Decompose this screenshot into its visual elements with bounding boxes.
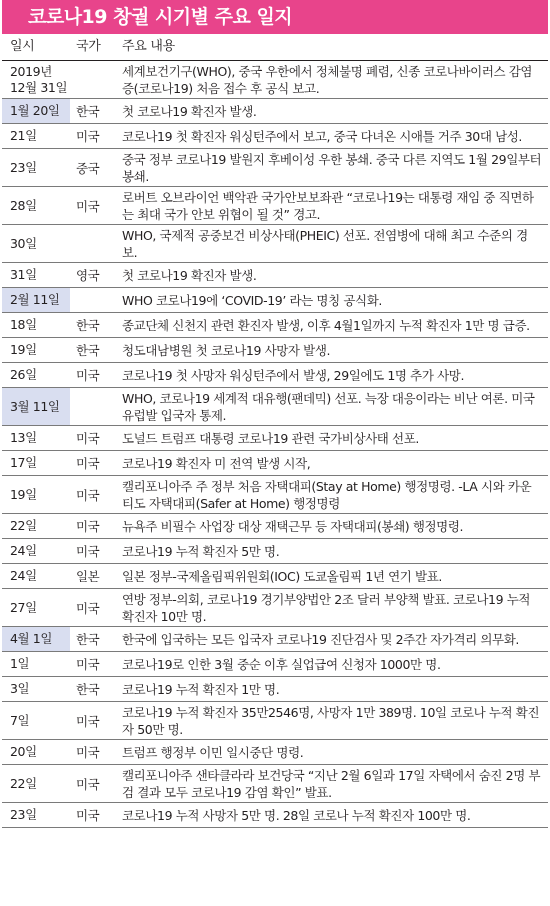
table-row xyxy=(2,263,548,288)
content-cell: 캘리포니아주 샌타클라라 보건당국 “지난 2월 6일과 17일 자택에서 숨진 2명 부검 결과 모두 코로나19 감염 확인” 발표. xyxy=(122,767,541,800)
content-cell: 청도대남병원 첫 코로나19 사망자 발생. xyxy=(122,342,331,358)
date-cell: 18일 xyxy=(10,317,37,332)
content-cell: 도널드 트럼프 대통령 코로나19 관련 국가비상사태 선포. xyxy=(122,430,419,446)
content-cell: WHO, 국제적 공중보건 비상사태(PHEIC) 선포. 전염병에 대해 최고 수준의 경보. xyxy=(122,227,528,260)
country-cell: 미국 xyxy=(76,431,100,446)
table-row xyxy=(2,313,548,338)
date-cell: 22일 xyxy=(10,518,37,533)
country-cell: 미국 xyxy=(76,657,100,672)
country-cell: 한국 xyxy=(76,682,100,697)
table-row xyxy=(2,124,548,149)
table-row xyxy=(2,426,548,451)
content-cell: 코로나19 누적 확진자 5만 명. xyxy=(122,543,280,559)
date-cell: 24일 xyxy=(10,543,37,558)
country-cell xyxy=(70,225,114,262)
content-cell: 코로나19 누적 확진자 35만2546명, 사망자 1만 389명. 10일 코로나 누적 확진자 50만 명. xyxy=(122,704,540,737)
date-cell: 21일 xyxy=(10,128,37,143)
date-cell: 2월 11일 xyxy=(10,292,60,307)
table-row xyxy=(2,149,548,187)
country-cell: 미국 xyxy=(76,129,100,144)
country-cell: 미국 xyxy=(76,600,100,616)
table-row xyxy=(2,740,548,765)
content-cell: 연방 정부-의회, 코로나19 경기부양법안 2조 달러 부양책 발표. 코로나19 누적 확진자 10만 명. xyxy=(122,591,531,624)
table-row xyxy=(2,388,548,426)
date-cell: 22일 xyxy=(10,775,37,791)
table-row xyxy=(2,61,548,99)
country-cell xyxy=(70,61,114,98)
country-cell: 미국 xyxy=(76,456,100,471)
table-row xyxy=(2,476,548,514)
content-cell: WHO, 코로나19 세계적 대유행(팬데믹) 선포. 늑장 대응이라는 비난 여론. 미국 유럽발 입국자 통제. xyxy=(114,388,548,425)
date-cell: 24일 xyxy=(10,568,37,583)
country-cell: 한국 xyxy=(70,99,114,123)
country-cell: 한국 xyxy=(76,318,100,333)
date-cell: 19일 xyxy=(10,486,37,502)
table-row xyxy=(2,765,548,803)
content-cell: 뉴욕주 비필수 사업장 대상 재택근무 등 자택대피(봉쇄) 행정명령. xyxy=(122,518,464,534)
country-cell: 미국 xyxy=(76,487,100,503)
date-cell: 28일 xyxy=(10,197,37,213)
table-row xyxy=(2,702,548,740)
table-row xyxy=(2,652,548,677)
content-cell: WHO 코로나19에 ‘COVID-19’ 라는 명칭 공식화. xyxy=(114,288,548,312)
table-row xyxy=(2,589,548,627)
timeline-table xyxy=(2,61,548,828)
date-cell: 30일 xyxy=(10,235,37,251)
table-row xyxy=(2,539,548,564)
country-cell: 미국 xyxy=(76,519,100,534)
table-row xyxy=(2,627,548,652)
country-cell: 중국 xyxy=(76,160,100,176)
content-cell: 코로나19 누적 확진자 1만 명. xyxy=(122,681,280,697)
content-cell: 종교단체 신천지 관련 환진자 발생, 이후 4월1일까지 누적 확진자 1만 명 급증. xyxy=(122,317,530,333)
content-cell: 코로나19 첫 확진자 워싱턴주에서 보고, 중국 다녀온 시애틀 거주 30대 남성. xyxy=(122,128,522,144)
table-row xyxy=(2,225,548,263)
date-cell: 23일 xyxy=(10,807,37,822)
content-cell: 코로나19 첫 사망자 워싱턴주에서 발생, 29일에도 1명 추가 사망. xyxy=(122,367,465,383)
date-cell: 13일 xyxy=(10,430,37,445)
date-cell: 17일 xyxy=(10,455,37,470)
table-row xyxy=(2,564,548,589)
header-country: 국가 xyxy=(76,39,101,54)
date-cell: 31일 xyxy=(10,267,37,282)
date-cell: 1일 xyxy=(10,656,30,671)
content-cell: 로버트 오브라이언 백악관 국가안보보좌관 “코로나19는 대통령 재임 중 직면하는 최대 국가 안보 위협이 될 것” 경고. xyxy=(122,189,534,222)
content-cell: 코로나19로 인한 3월 중순 이후 실업급여 신청자 1000만 명. xyxy=(122,656,441,672)
content-cell: 일본 정부-국제올림픽위원회(IOC) 도쿄올림픽 1년 연기 발표. xyxy=(122,568,442,584)
date-cell: 1월 20일 xyxy=(10,103,60,118)
country-cell: 한국 xyxy=(70,627,114,651)
country-cell: 미국 xyxy=(76,776,100,792)
country-cell: 한국 xyxy=(76,343,100,358)
table-row xyxy=(2,451,548,476)
content-cell: 중국 정부 코로나19 발원지 후베이성 우한 봉쇄. 중국 다른 지역도 1월 29일부터 봉쇄. xyxy=(122,151,542,184)
table-row xyxy=(2,363,548,388)
table-row xyxy=(2,677,548,702)
date-cell: 3월 11일 xyxy=(10,398,60,414)
date-cell: 2019년 12월 31일 xyxy=(10,63,68,95)
date-cell: 26일 xyxy=(10,367,37,382)
content-cell: 캘리포니아주 주 정부 처음 자택대피(Stay at Home) 행정명령. -LA 시와 카운티도 자택대피(Safer at Home) 행정명령 xyxy=(122,478,532,511)
country-cell: 미국 xyxy=(76,544,100,559)
header-content: 주요 내용 xyxy=(122,39,175,54)
date-cell: 4월 1일 xyxy=(10,631,53,646)
table-row xyxy=(2,803,548,828)
date-cell: 3일 xyxy=(10,681,30,696)
header-date: 일시 xyxy=(10,39,35,54)
table-row xyxy=(2,514,548,539)
content-cell: 세계보건기구(WHO), 중국 우한에서 정체불명 폐렴, 신종 코로나바이러스 감염증(코로나19) 처음 접수 후 공식 보고. xyxy=(122,63,533,96)
country-cell: 일본 xyxy=(76,569,100,584)
content-cell: 첫 코로나19 확진자 발생. xyxy=(122,267,257,283)
date-cell: 20일 xyxy=(10,744,37,759)
country-cell xyxy=(70,288,114,312)
table-header xyxy=(2,34,548,61)
table-row xyxy=(2,288,548,313)
country-cell: 영국 xyxy=(76,268,100,283)
date-cell: 23일 xyxy=(10,159,37,175)
content-cell: 트럼프 행정부 이민 일시중단 명령. xyxy=(122,744,304,760)
table-row xyxy=(2,338,548,363)
country-cell: 미국 xyxy=(76,745,100,760)
content-cell: 코로나19 확진자 미 전역 발생 시작, xyxy=(122,455,311,471)
date-cell: 7일 xyxy=(10,712,30,728)
country-cell: 미국 xyxy=(76,198,100,214)
table-row xyxy=(2,99,548,124)
country-cell xyxy=(70,388,114,425)
country-cell: 미국 xyxy=(76,808,100,823)
content-cell: 한국에 입국하는 모든 입국자 코로나19 진단검사 및 2주간 자가격리 의무화. xyxy=(114,627,548,651)
content-cell: 첫 코로나19 확진자 발생. xyxy=(114,99,548,123)
date-cell: 19일 xyxy=(10,342,37,357)
content-cell: 코로나19 누적 사망자 5만 명. 28일 코로나 누적 확진자 100만 명. xyxy=(122,807,471,823)
page-title: 코로나19 창궐 시기별 주요 일지 xyxy=(2,0,548,34)
date-cell: 27일 xyxy=(10,599,37,615)
country-cell: 미국 xyxy=(76,713,100,729)
country-cell: 미국 xyxy=(76,368,100,383)
table-row xyxy=(2,187,548,225)
